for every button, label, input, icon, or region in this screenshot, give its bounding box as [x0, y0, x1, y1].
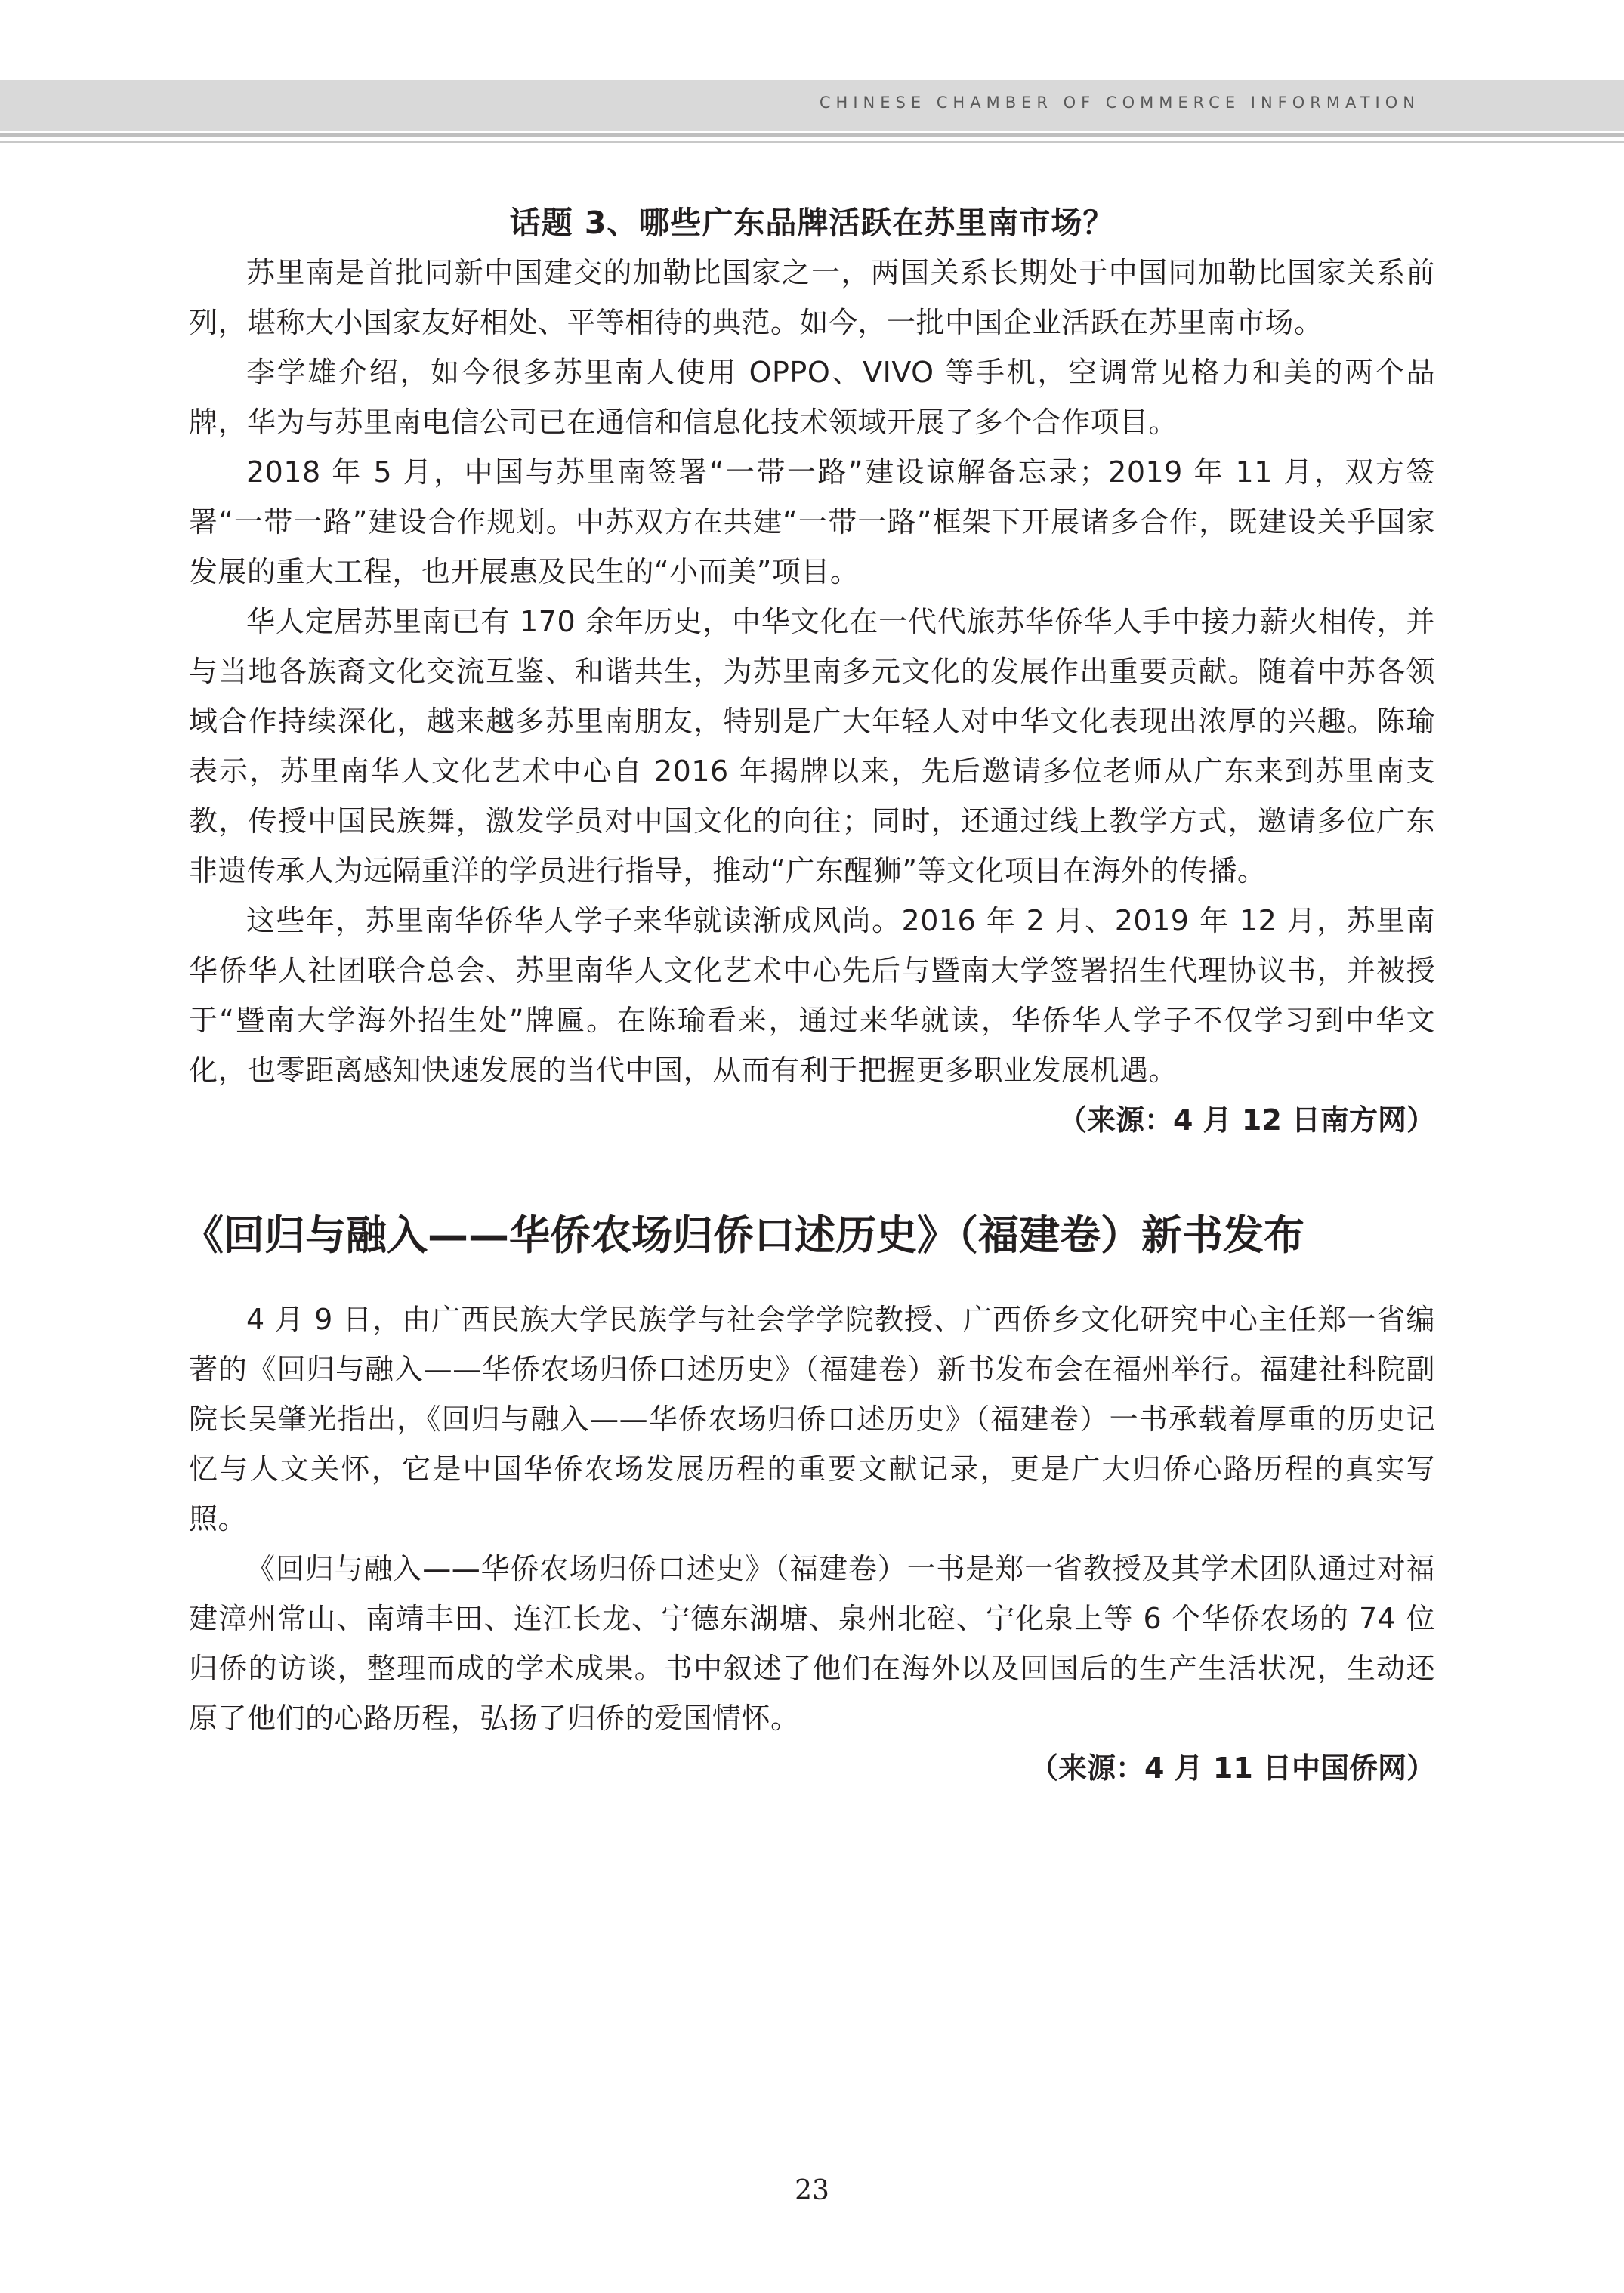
- article-subheading: 话题 3、哪些广东品牌活跃在苏里南市场？: [509, 205, 1115, 241]
- article-source: （来源：4 月 12 日南方网）: [1057, 1103, 1435, 1137]
- page-number: 23: [795, 2175, 829, 2206]
- article-suriname: [189, 198, 1435, 1145]
- paragraph: 这些年，苏里南华侨华人学子来华就读渐成风尚。2016 年 2 月、2019 年 12 月，苏里南华侨华人社团联合总会、苏里南华人文化艺术中心先后与暨南大学签署招生代理协议书，并被授于“暨南大学海外招生处”牌匾。在陈瑜看来，通过来华就读，华侨华人学子不仅学习到中华文化，也零距离感知快速发展的当代中国，从而有利于把握更多职业发展机遇。: [189, 904, 1435, 1087]
- paragraph: 4 月 9 日，由广西民族大学民族学与社会学学院教授、广西侨乡文化研究中心主任郑一省编著的《回归与融入——华侨农场归侨口述历史》（福建卷）新书发布会在福州举行。福建社科院副院长吴肇光指出，《回归与融入——华侨农场归侨口述历史》（福建卷）一书承载着厚重的历史记忆与人文关怀，它是中国华侨农场发展历程的重要文献记录，更是广大归侨心路历程的真实写照。: [189, 1303, 1435, 1535]
- paragraph: 《回归与融入——华侨农场归侨口述史》（福建卷）一书是郑一省教授及其学术团队通过对福建漳州常山、南靖丰田、连江长龙、宁德东湖塘、泉州北硿、宁化泉上等 6 个华侨农场的 74 位归侨的访谈，整理而成的学术成果。书中叙述了他们在海外以及回国后的生产生活状况，生动还原了他们的心路历程，弘扬了归侨的爱国情怀。: [189, 1552, 1435, 1735]
- paragraph: 苏里南是首批同新中国建交的加勒比国家之一，两国关系长期处于中国同加勒比国家关系前列，堪称大小国家友好相处、平等相待的典范。如今，一批中国企业活跃在苏里南市场。: [189, 256, 1435, 339]
- header-rule: [0, 133, 1624, 137]
- paragraph: 华人定居苏里南已有 170 余年历史，中华文化在一代代旅苏华侨华人手中接力薪火相传，并与当地各族裔文化交流互鉴、和谐共生，为苏里南多元文化的发展作出重要贡献。随着中苏各领域合作持续深化，越来越多苏里南朋友，特别是广大年轻人对中华文化表现出浓厚的兴趣。陈瑜表示，苏里南华人文化艺术中心自 2016 年揭牌以来，先后邀请多位老师从广东来到苏里南支教，传授中国民族舞，激发学员对中国文化的向往；同时，还通过线上教学方式，邀请多位广东非遗传承人为远隔重洋的学员进行指导，推动“广东醒狮”等文化项目在海外的传播。: [189, 605, 1435, 887]
- article-source: （来源：4 月 11 日中国侨网）: [1029, 1751, 1435, 1785]
- paragraph: 李学雄介绍，如今很多苏里南人使用 OPPO、VIVO 等手机，空调常见格力和美的两个品牌，华为与苏里南电信公司已在通信和信息化技术领域开展了多个合作项目。: [189, 356, 1435, 439]
- paragraph: 2018 年 5 月，中国与苏里南签署“一带一路”建设谅解备忘录；2019 年 11 月，双方签署“一带一路”建设合作规划。中苏双方在共建“一带一路”框架下开展诸多合作，既建设关乎国家发展的重大工程，也开展惠及民生的“小而美”项目。: [189, 455, 1435, 588]
- article-book-release: [183, 1205, 1435, 1793]
- section-spacer: [189, 1145, 1435, 1205]
- page-content: [183, 198, 1435, 1793]
- article-headline: 《回归与融入——华侨农场归侨口述历史》（福建卷）新书发布: [183, 1211, 1304, 1259]
- running-title: CHINESE CHAMBER OF COMMERCE INFORMATION: [819, 94, 1420, 112]
- header-rule-thin: [0, 141, 1624, 143]
